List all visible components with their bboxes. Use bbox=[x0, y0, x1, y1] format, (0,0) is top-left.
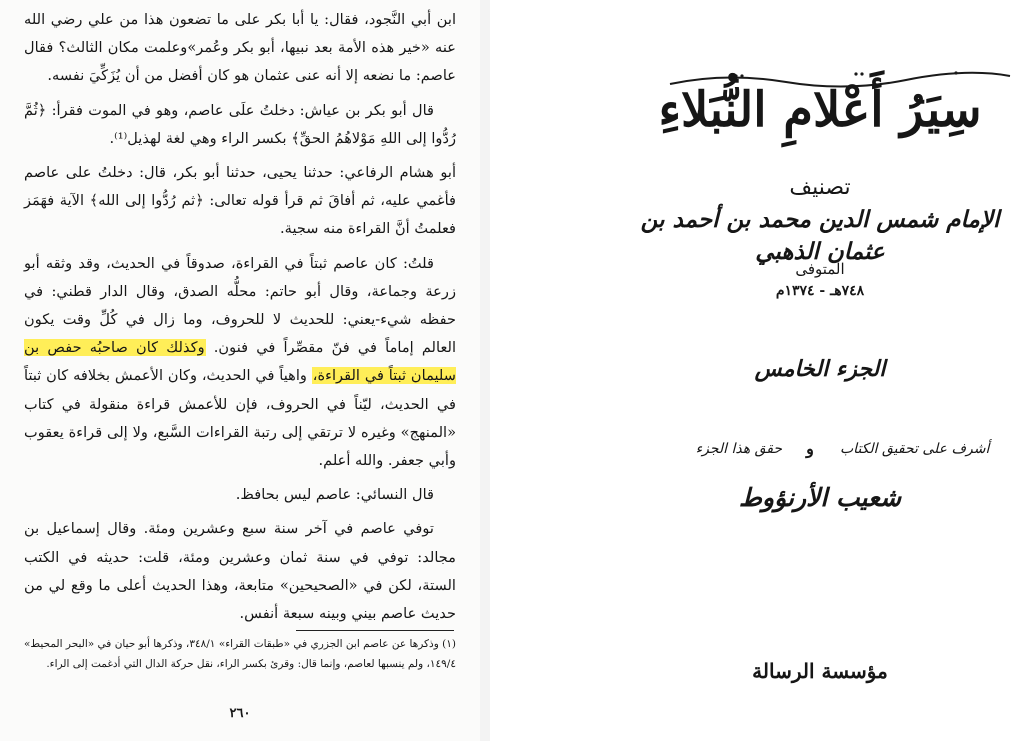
paragraph-2: قال أبو بكر بن عياش: دخلتُ علَى عاصم، وهو في الموت فقرأ: ﴿ثُمَّ رُدُّوا إلى اللهِ مَوْلاهُمُ الحقِّ﴾ بكسر الراء وهي لغة لهذيل⁽¹⁾. bbox=[24, 101, 456, 147]
supervision-credit: أشرف على تحقيق الكتاب bbox=[840, 441, 990, 457]
body-text bbox=[24, 6, 456, 634]
paragraph-4-after: واهياً في الحديث، وكان الأعمش بخلافه كان ثبتاً في الحديث، ليّناً في الحروف، فإن للأعمش قراءة منقولة في كتاب «المنهج» وغيره لا ترتقي إلى رتبة القراءات السَّبع، ولا إلى قراءة يعقوب وأبي جعفر. والله أعلم. bbox=[24, 367, 456, 470]
page-number: ٢٦٠ bbox=[229, 706, 251, 721]
footnote-divider bbox=[296, 630, 454, 631]
book-title: سِيَرُ أَعْلامِ النُّبَلاءِ bbox=[658, 82, 982, 138]
author-name: الإمام شمس الدين محمد بن أحمد بن عثمان الذهبي bbox=[640, 206, 1000, 265]
footnote: (١) وذكرها عن عاصم ابن الجزري في «طبقات القراء» ٣٤٨/١، وذكرها أبو حيان في «البحر المحيط» ١٤٩/٤، ولم ينسبها لعاصم، وإنما قال: وقرئ بكسر الراء، نقل حركة الدال التي أدغمت إلى الراء. bbox=[24, 638, 456, 670]
paragraph-1: ابن أبي النَّجود، فقال: يا أبا بكر على ما تضعون هذا من علي رضي الله عنه «خير هذه الأمة بعد نبيها، أبو بكر وعُمر»وعلمت مكان الثالث؟ فقال عاصم: ما نضعه إلا أنه عنى عثمان هو كان أفضل من أن يُزَكِّيَ نفسه. bbox=[24, 11, 456, 85]
credit-conjunction: و bbox=[806, 439, 814, 458]
paragraph-5: قال النسائي: عاصم ليس بحافظ. bbox=[235, 486, 434, 504]
death-dates: ٧٤٨هـ - ١٣٧٤م bbox=[775, 283, 865, 299]
authored-by-label: تصنيف bbox=[789, 175, 851, 200]
publisher-name: مؤسسة الرسالة bbox=[752, 659, 888, 683]
paragraph-3: أبو هشام الرفاعي: حدثنا يحيى، حدثنا أبو بكر، قال: دخلتُ على عاصم فأغمي عليه، ثم أفاقَ ثم قرأ قوله تعالى: ﴿ثم رُدُّوا إلى الله﴾ الآية فهَمَز فعلمتُ أنَّ القراءة منه سجية. bbox=[24, 164, 456, 238]
paragraph-4 bbox=[24, 250, 456, 476]
editor-name: شعيب الأرنؤوط bbox=[738, 483, 902, 512]
paragraph-6: توفي عاصم في آخر سنة سبع وعشرين ومئة. وقال إسماعيل بن مجالد: توفي في سنة ثمان وعشرين ومئة، قلت: حديثه في الكتب الستة، لكن في «الصحيحين» متابعة، وهذا الحديث أعلى ما وقع لي من حديث عاصم بيني وبينه سبعة أنفس. bbox=[24, 520, 456, 623]
deceased-label: المتوفى bbox=[795, 260, 845, 278]
paragraph-4-before: قلتُ: كان عاصم ثبتاً في القراءة، صدوقاً في الحديث، وقد وثقه أبو زرعة وجماعة، وقال أبو حاتم: محلُّه الصدق، وقال الدار قطني: في حفظه شيء-يعني: للحديث لا للحروف، وما زال في كُلِّ وقت يكون العالم إماماً في فنّ مقصِّراً في فنون. bbox=[24, 254, 456, 357]
title-page bbox=[490, 0, 1029, 741]
volume-label: الجزء الخامس bbox=[754, 356, 886, 382]
book-gutter bbox=[480, 0, 490, 741]
highlighted-sentence: وكذلك كان صاحبُه حفص بن سليمان ثبتاً في القراءة، bbox=[24, 339, 456, 385]
text-page bbox=[0, 0, 480, 741]
edition-credit: حقق هذا الجزء bbox=[695, 441, 782, 457]
